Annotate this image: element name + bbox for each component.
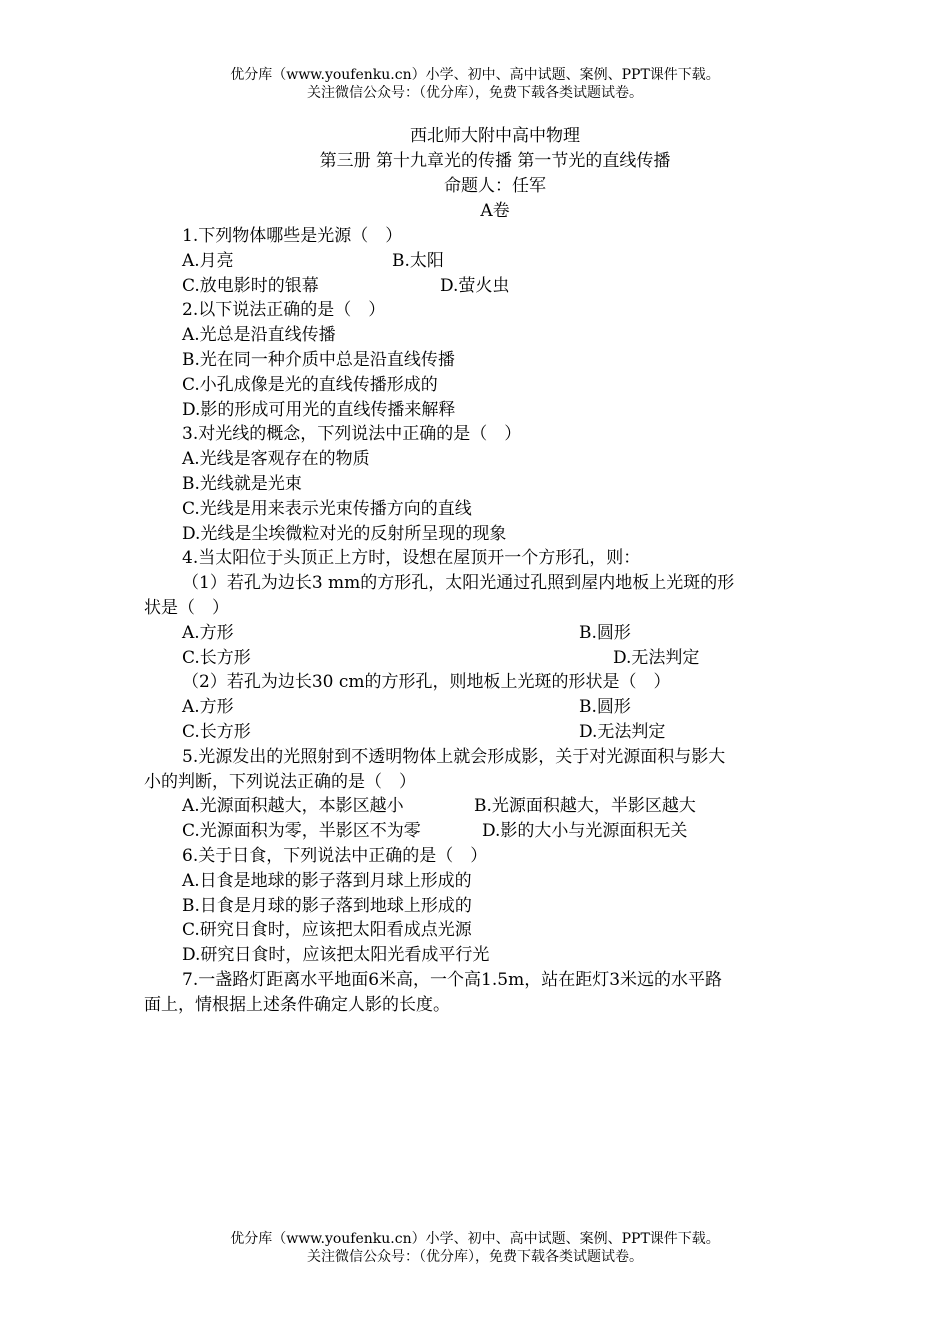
q2-option-d: D.影的形成可用光的直线传播来解释 [182,399,456,420]
q7-stem-line-2: 面上，情根据上述条件确定人影的长度。 [144,994,450,1015]
q7-stem-line-1: 7.一盏路灯距离水平地面6米高，一个高1.5m，站在距灯3米远的水平路 [182,969,723,990]
q5-option-b: B.光源面积越大，半影区越大 [474,796,696,817]
q6-option-d: D.研究日食时，应该把太阳光看成平行光 [182,945,490,966]
q5-stem-line-1: 5.光源发出的光照射到不透明物体上就会形成影，关于对光源面积与影大 [182,746,726,767]
q5-option-a: A.光源面积越大，本影区越小 [182,796,404,817]
q3-option-c: C.光线是用来表示光束传播方向的直线 [182,498,472,519]
q5-option-d: D.影的大小与光源面积无关 [482,821,688,842]
q5-options-row-1 [144,794,804,819]
q5-stem-line-2: 小的判断，下列说法正确的是（ ） [144,771,416,792]
q3-option-b: B.光线就是光束 [182,473,302,494]
q2-stem: 2.以下说法正确的是（ ） [182,300,386,321]
title-block [0,124,950,224]
q1-option-b: B.太阳 [392,250,444,271]
footer-line-2: 关注微信公众号：（优分库），免费下载各类试题试卷。 [307,1249,643,1265]
q1-option-a: A.月亮 [182,250,234,271]
question-body [144,224,804,1018]
q6-option-c: C.研究日食时，应该把太阳看成点光源 [182,920,472,941]
q6-option-b: B.日食是月球的影子落到地球上形成的 [182,895,472,916]
q4-part2-option-a: A.方形 [182,697,234,718]
q1-option-c: C.放电影时的银幕 [182,275,319,296]
q6-option-a: A.日食是地球的影子落到月球上形成的 [182,870,472,891]
q4-part2-option-b: B.圆形 [579,697,631,718]
q4-part1-options-row-1 [144,621,804,646]
q4-part2-option-d: D.无法判定 [579,721,666,742]
q4-part2-options-row-2 [144,720,804,745]
page-footer [0,1230,950,1266]
q6-stem: 6.关于日食，下列说法中正确的是（ ） [182,845,488,866]
q1-options-row-2 [144,274,804,299]
q3-option-d: D.光线是尘埃微粒对光的反射所呈现的现象 [182,523,507,544]
header-line-2: 关注微信公众号：（优分库），免费下载各类试题试卷。 [307,85,643,101]
q4-part1-option-d: D.无法判定 [613,647,700,668]
page-header [0,66,950,102]
q3-stem: 3.对光线的概念，下列说法中正确的是（ ） [182,424,522,445]
q3-option-a: A.光线是客观存在的物质 [182,449,370,470]
q4-part2-stem: （2）若孔为边长30 cm的方形孔，则地板上光斑的形状是（ ） [182,672,671,693]
q5-option-c: C.光源面积为零，半影区不为零 [182,821,421,842]
q1-option-d: D.萤火虫 [440,275,510,296]
q4-part1-option-a: A.方形 [182,622,234,643]
q2-option-a: A.光总是沿直线传播 [182,325,336,346]
paper-label: A卷 [480,201,510,221]
author-line: 命题人：任军 [444,176,546,196]
footer-line-1: 优分库（www.youfenku.cn）小学、初中、高中试题、案例、PPT课件下载。 [230,1231,720,1247]
q2-option-c: C.小孔成像是光的直线传播形成的 [182,374,438,395]
q4-part1-line-1: （1）若孔为边长3 mm的方形孔，太阳光通过孔照到屋内地板上光斑的形 [182,573,735,594]
q5-options-row-2 [144,819,804,844]
q1-options-row-1 [144,249,804,274]
q1-stem: 1.下列物体哪些是光源（ ） [182,226,403,246]
q2-option-b: B.光在同一种介质中总是沿直线传播 [182,349,455,370]
q4-part2-option-c: C.长方形 [182,721,251,742]
q4-part1-options-row-2 [144,646,804,671]
school-title: 西北师大附中高中物理 [410,126,580,146]
q4-part1-line-2: 状是（ ） [144,597,229,618]
q4-part1-option-b: B.圆形 [579,622,631,643]
header-line-1: 优分库（www.youfenku.cn）小学、初中、高中试题、案例、PPT课件下载。 [230,67,720,83]
chapter-title: 第三册 第十九章光的传播 第一节光的直线传播 [319,151,671,171]
q4-part1-option-c: C.长方形 [182,647,251,668]
q4-stem: 4.当太阳位于头顶正上方时，设想在屋顶开一个方形孔，则： [182,548,641,569]
q4-part2-options-row-1 [144,695,804,720]
